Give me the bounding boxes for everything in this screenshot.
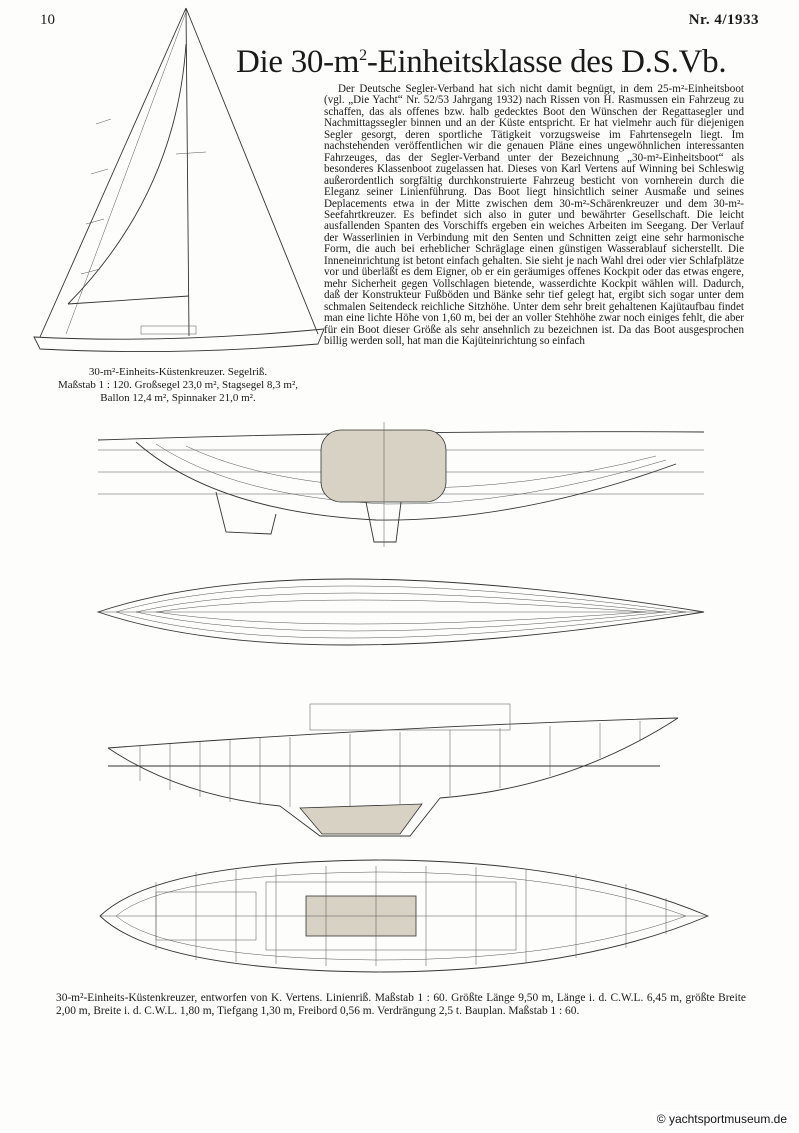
- title-part-1: Die 30-m: [236, 44, 360, 80]
- plans-caption: 30-m²-Einheits-Küstenkreuzer, entworfen von K. Vertens. Linienriß. Maßstab 1 : 60. Größte Länge 9,50 m, Länge i. d. C.W.L. 6,45 m, größte Breite 2,00 m, Breite i. d. C.W.L. 1,80 m, Tiefgang 1,30 m, Freibord 0,56 m. Verdrängung 2,5 t. Bauplan. Maßstab 1 : 60.: [56, 992, 746, 1017]
- page-number: 10: [40, 12, 55, 28]
- sail-caption-line-2: Maßstab 1 : 120. Großsegel 23,0 m², Stagsegel 8,3 m²,: [57, 379, 298, 391]
- sail-caption-line-3: Ballon 12,4 m², Spinnaker 21,0 m².: [100, 392, 256, 404]
- issue-number: Nr. 4/1933: [688, 12, 759, 28]
- title-part-2: -Einheitsklasse des D.S.Vb.: [366, 44, 727, 80]
- construction-plan-deck: [96, 852, 716, 980]
- title-superscript: 2: [359, 47, 367, 64]
- article-paragraph: Der Deutsche Segler-Verband hat sich nicht damit begnügt, in dem 25-m²-Einheitsboot (vgl. „Die Yacht“ Nr. 52/53 Jahrgang 1932) nach Rissen von H. Rasmussen ein Fahrzeug zu schaffen, das als offenes bzw. halb gedecktes Boot den Wünschen der Regattasegler und Nachmittagssegler binnen und an der Küste entspricht. Er hat vielmehr auch für diejenigen Segler gesorgt, deren sportliche Tätigkeit vorzugsweise im Fahrtensegeln liegt. Im nachstehenden veröffentlichen wir die genauen Pläne eines ungewöhnlichen interessanten Fahrzeuges, das der Segler-Verband unter der Bezeichnung „30-m²-Einheitsboot“ als besonderes Klassenboot zugelassen hat. Dieses von Karl Vertens auf Winning bei Schleswig außerordentlich sorgfältig durchkonstruierte Fahrzeug besticht von vornherein durch die Eleganz seiner Linienführung. Das Boot liegt hinsichtlich seiner Ausmaße und seines Deplacements etwa in der Mitte zwischen dem 30-m²-Schärenkreuzer und dem 30-m²-Seefahrtkreuzer. Es befindet sich also in guter und bewährter Gesellschaft. Die leicht ausfallenden Spanten des Vorschiffs ergeben ein weiches Arbeiten im Seegang. Der Verlauf der Wasserlinien in Verbindung mit den Senten und Schnitten zeigt eine sehr harmonische Form, die auch bei erheblicher Schräglage einen günstigen Wasserablauf sicherstellt. Die Inneneinrichtung ist betont einfach gehalten. Sie sieht je nach Wahl drei oder vier Schlafplätze vor und überläßt es dem Eigner, ob er ein geräumiges offenes Kockpit oder das etwas engere, mehr Sicherheit gegen Vollschlagen bietende, wasserdichte Kockpit wählen will. Dadurch, daß der Konstrukteur Fußböden und Bänke sehr tief gelegt hat, ergibt sich sogar unter dem schmalen Seitendeck reichliche Sitzhöhe. Unter dem sehr breit gehaltenen Kajütaufbau findet man eine lichte Höhe von 1,60 m, bei der an voller Stehhöhe zwar noch einiges fehlt, die aber für ein Boot dieser Größe als sehr ansehnlich zu bezeichnen ist. Da das Boot ausgesprochen billig werden soll, hat man die Kajüteinrichtung so einfach: [324, 83, 744, 347]
- lines-plan-waterlines: [96, 552, 706, 672]
- sail-plan-drawing: [26, 4, 326, 366]
- sail-caption-line-1: 30-m²-Einheits-Küstenkreuzer. Segelriß.: [88, 366, 268, 378]
- construction-plan-profile: [100, 686, 690, 846]
- article-body: [324, 84, 744, 347]
- sail-plan-caption: [28, 366, 328, 405]
- watermark: © yachtsportmuseum.de: [653, 1111, 791, 1127]
- lines-plan-profile: [96, 402, 706, 552]
